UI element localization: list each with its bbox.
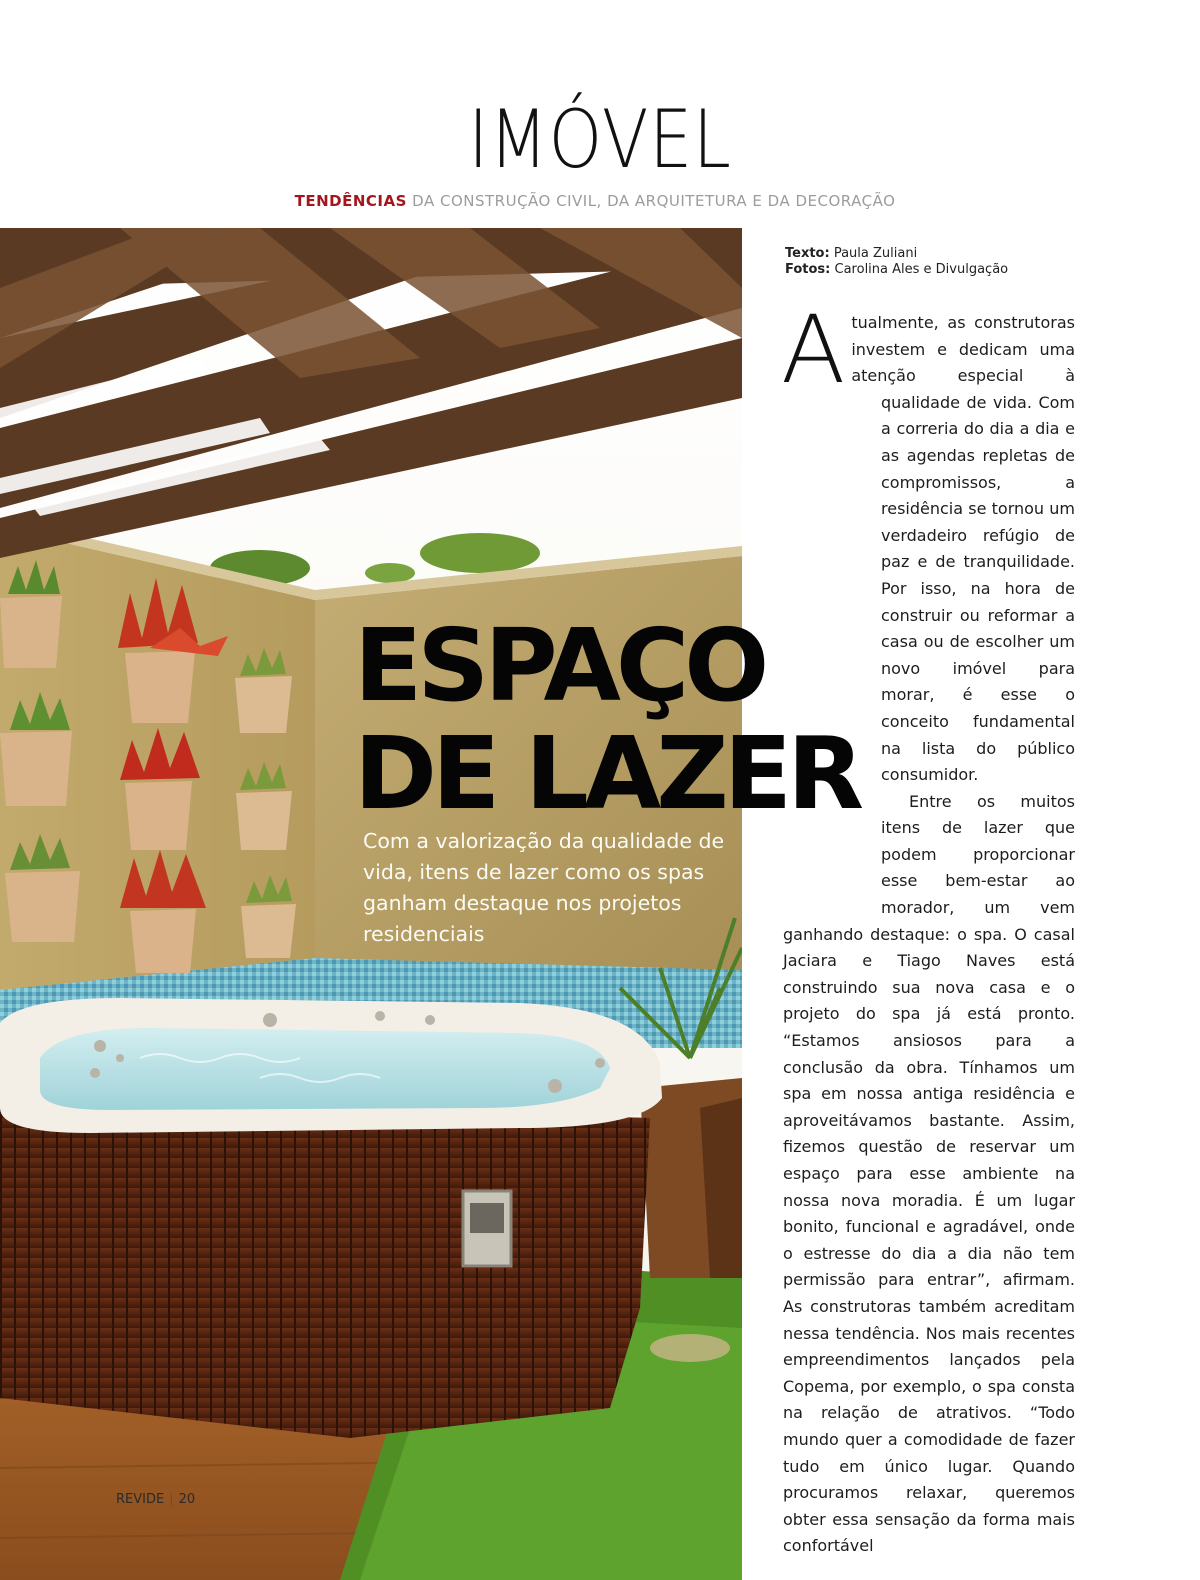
article-paragraph-2: Entre os muitos itens de lazer que podem proporcionar esse bem-estar ao morador, um vem ganhando destaque: o spa. O casal Jaciara e Tiago Naves está construindo sua nova casa e o projeto do spa já está pronto. “Estamos ansiosos para a conclusão da obra. Tínhamos um spa em nossa antiga residência e aproveitávamos bastante. Assim, fizemos questão de reservar um espaço para esse ambiente na nossa nova moradia. É um lugar bonito, funcional e agradável, onde o estresse do dia a dia não tem permissão para entrar”, afirmam. As construtoras também acreditam nessa tendência. Nos mais recentes empreendimentos lançados pela Copema, por exemplo, o spa consta na relação de atrativos. “Todo mundo quer a comodidade de fazer tudo em único lugar. Quando procuramos relaxar, queremos obter essa sensação da forma mais confortável [783, 791, 1075, 1556]
page-number: 20 [178, 1492, 196, 1507]
article-credits [785, 246, 1008, 278]
article-body [781, 296, 1075, 1560]
drop-cap: A [781, 296, 846, 405]
article-subtitle: Com a valorização da qualidade de vida, itens de lazer como os spas ganham destaque nos projetos residenciais [363, 829, 725, 946]
credit-photo-author: Carolina Ales e Divulgação [834, 262, 1009, 277]
article-title-line2: DE LAZER [354, 715, 860, 832]
credit-text-label: Texto: [785, 246, 830, 261]
credit-text-author: Paula Zuliani [833, 246, 918, 261]
footer-separator: | [169, 1492, 174, 1507]
tagline-rest: DA CONSTRUÇÃO CIVIL, DA ARQUITETURA E DA DECORAÇÃO [412, 192, 896, 210]
section-title: IMÓVEL [468, 93, 732, 186]
page-footer [116, 1492, 195, 1507]
article-title-line1: ESPAÇO [354, 607, 765, 724]
section-tagline [0, 192, 1190, 210]
article-paragraph-1: tualmente, as construtoras investem e dedicam uma atenção especial à qualidade de vida. Com a correria do dia a dia e as agendas repletas de compromissos, a residência se tornou um verdadeiro refúgio de paz e de tranquilidade. Por isso, na hora de construir ou reformar a casa ou de escolher um novo imóvel para morar, é esse o conceito fundamental na lista do público consumidor. [783, 310, 1075, 789]
headline-wrap-spacer [783, 658, 881, 898]
tagline-accent: TENDÊNCIAS [294, 192, 407, 210]
magazine-name: REVIDE [116, 1492, 165, 1507]
credit-photo-label: Fotos: [785, 262, 831, 277]
